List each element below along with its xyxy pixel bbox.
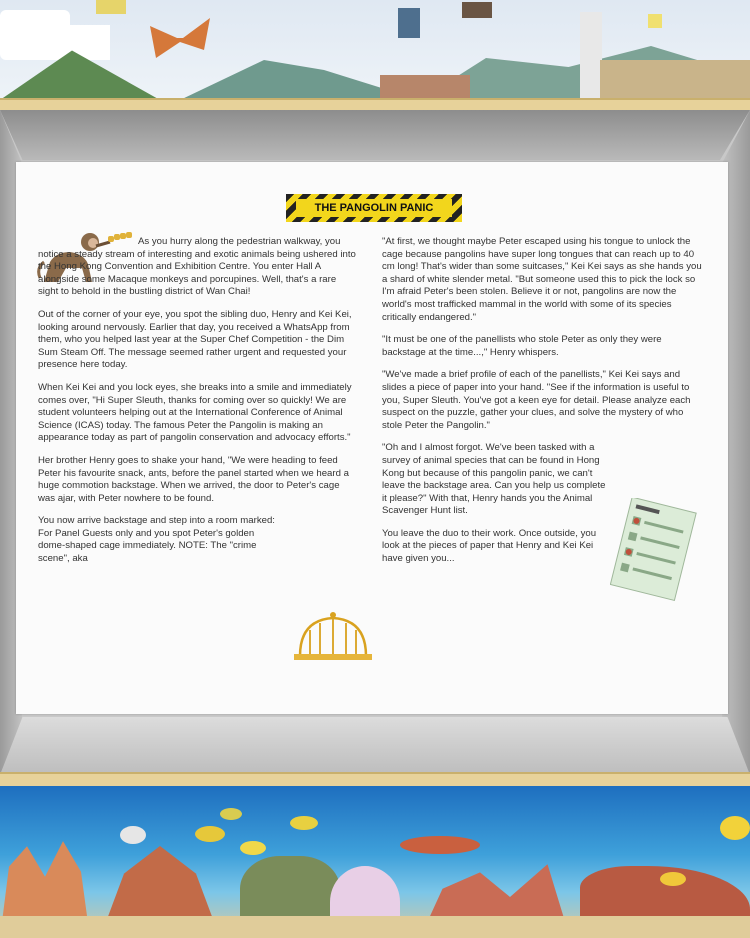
left-story-column	[38, 236, 356, 576]
story-paragraph: "We've made a brief profile of each of the panellists," Kei Kei says and slides a piece of paper into your hand. "See if the information is useful to you, Super Sleuth. You've got a keen eye for detail. Please analyze each suspect on the puzzle, gather your clues, and solve the mystery of who stole Peter the Pangolin."	[382, 369, 691, 431]
butterfly-icon	[96, 0, 126, 14]
story-paragraph: When Kei Kei and you lock eyes, she breaks into a smile and immediately comes over, "Hi Super Sleuth, thanks for coming over so quickly! We are student volunteers helping out at the International Conference of Animal Science (ICAS) today. The famous Peter the Pangolin is making an appearance today as part of pangolin conservation and advocacy efforts."	[38, 381, 352, 444]
frame-top-wall	[0, 110, 750, 160]
top-landscape-banner	[0, 0, 750, 100]
sand-pixel	[0, 916, 750, 938]
scavenger-list-icon	[610, 498, 698, 602]
story-text: As you hurry along the pedestrian walkway, you notice a steady stream of interesting and exotic animals being ushered into the Hong Kong Convention and Exhibition Centre. You enter Hall A alongside some Macaque monkeys and porcupines. Well, that's a rare sight to behold in the bustling district of Wan Chai!	[38, 236, 356, 298]
story-paragraph: You now arrive backstage and step into a room marked: For Panel Guests only and you spot Peter's golden dome-shaped cage immediately. NOTE: The "crime scene", aka	[38, 515, 275, 565]
butterfly-icon	[150, 18, 210, 58]
story-paragraph: "It must be one of the panellists who stole Peter as only they were backstage at the time...," Henry whispers.	[382, 334, 662, 358]
building-pixel	[380, 75, 470, 100]
fish-icon	[240, 841, 266, 855]
bird-icon	[462, 2, 492, 18]
story-paragraph: Her brother Henry goes to shake your hand, "We were heading to feed Peter his favourite snack, ants, before the panel started when we heard a huge commotion backstage. When we arrived, the door to Peter's cage was ajar, with Peter nowhere to be found.	[38, 454, 349, 504]
tower-pixel	[580, 12, 602, 100]
building-pixel	[600, 60, 750, 100]
bird-icon	[398, 8, 420, 38]
page-title: THE PANGOLIN PANIC	[296, 199, 452, 217]
ocean-reef-banner	[0, 786, 750, 938]
fish-icon	[720, 816, 750, 840]
butterfly-icon	[648, 14, 662, 28]
fish-icon	[195, 826, 225, 842]
story-paragraph: Out of the corner of your eye, you spot the sibling duo, Henry and Kei Kei, looking around nervously. Earlier that day, you received a WhatsApp from them, who you helped last year at the Super Chef Competition - the Dim Sum Steam Off. The message seemed rather urgent and requested your presence here today.	[38, 308, 352, 371]
fish-icon	[400, 836, 480, 854]
frame-bottom-wall	[0, 717, 750, 775]
story-paragraph: "At first, we thought maybe Peter escaped using his tongue to unlock the cage because pangolins have super long tongues that can reach up to 40 cm long! That's wider than some suitcases," Kei Kei says as she hands you a shard of white slender metal. "But someone used this to pick the lock so I'm afraid Peter's been stolen. Believe it or not, pangolins are now the world's most trafficked mammal in the world with some of its species critically endangered."	[382, 236, 702, 323]
golden-cage-icon	[290, 610, 376, 664]
fish-icon	[120, 826, 146, 844]
story-paragraph: You leave the duo to their work. Once outside, you look at the pieces of paper that Henry and Kei Kei have given you...	[382, 527, 597, 565]
story-paragraph	[38, 236, 356, 299]
title-banner	[286, 194, 462, 222]
fish-icon	[660, 872, 686, 886]
fish-icon	[220, 808, 242, 820]
fish-icon	[290, 816, 318, 830]
story-paragraph: "Oh and I almost forgot. We've been tasked with a survey of animal species that can be found in Hong Kong but because of this pangolin panic, we can't leave the backstage area. Can you help us complete it please?" With that, Henry hands you the Animal Scavenger Hunt list.	[382, 442, 606, 517]
